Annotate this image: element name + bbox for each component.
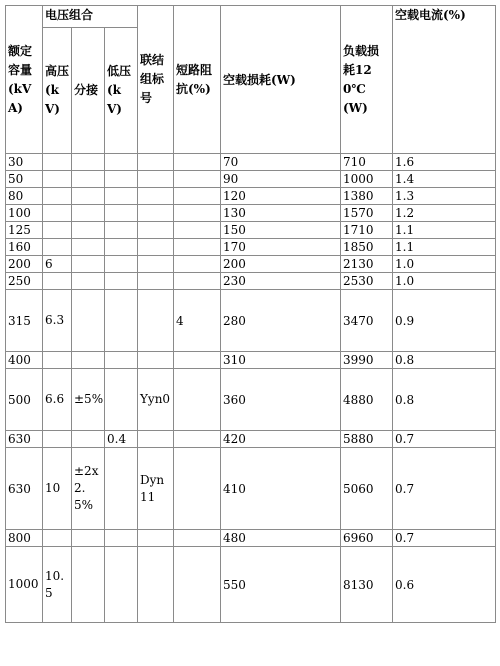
cell-tap <box>72 273 105 290</box>
cell-vector-group <box>138 171 174 188</box>
cell-vector-group <box>138 205 174 222</box>
cell-impedance <box>174 369 221 431</box>
cell-impedance <box>174 352 221 369</box>
table-row <box>6 154 496 171</box>
cell-capacity: 630 <box>6 431 43 448</box>
cell-low-voltage <box>105 256 138 273</box>
cell-vector-group: Dyn11 <box>138 448 174 530</box>
cell-vector-group <box>138 222 174 239</box>
table-row <box>6 188 496 205</box>
cell-tap <box>72 188 105 205</box>
cell-impedance <box>174 154 221 171</box>
cell-no-load-loss: 120 <box>221 188 341 205</box>
cell-low-voltage <box>105 547 138 623</box>
cell-impedance <box>174 171 221 188</box>
cell-low-voltage <box>105 352 138 369</box>
cell-low-voltage <box>105 188 138 205</box>
cell-impedance <box>174 273 221 290</box>
table-row <box>6 205 496 222</box>
cell-load-loss: 1000 <box>341 171 393 188</box>
cell-high-voltage: 10 <box>43 448 72 530</box>
cell-low-voltage <box>105 171 138 188</box>
table-row <box>6 530 496 547</box>
cell-load-loss: 5060 <box>341 448 393 530</box>
cell-impedance <box>174 205 221 222</box>
table-row <box>6 222 496 239</box>
table-row <box>6 352 496 369</box>
cell-impedance <box>174 256 221 273</box>
cell-capacity: 160 <box>6 239 43 256</box>
cell-capacity: 500 <box>6 369 43 431</box>
cell-vector-group <box>138 256 174 273</box>
cell-tap <box>72 239 105 256</box>
cell-load-loss: 1850 <box>341 239 393 256</box>
cell-tap <box>72 547 105 623</box>
cell-capacity: 125 <box>6 222 43 239</box>
cell-high-voltage <box>43 431 72 448</box>
cell-no-load-current: 1.4 <box>393 171 496 188</box>
header-vector-group: 联结组标号 <box>138 6 174 154</box>
cell-tap <box>72 290 105 352</box>
cell-no-load-loss: 70 <box>221 154 341 171</box>
cell-impedance <box>174 188 221 205</box>
header-high-voltage: 高压(kV) <box>43 28 72 154</box>
cell-high-voltage <box>43 205 72 222</box>
cell-no-load-current: 0.8 <box>393 352 496 369</box>
cell-capacity: 200 <box>6 256 43 273</box>
cell-capacity: 630 <box>6 448 43 530</box>
cell-low-voltage <box>105 273 138 290</box>
cell-load-loss: 3990 <box>341 352 393 369</box>
header-short-circuit-impedance: 短路阻抗(%) <box>174 6 221 154</box>
table-row <box>6 431 496 448</box>
table-row <box>6 273 496 290</box>
cell-low-voltage <box>105 369 138 431</box>
cell-vector-group <box>138 154 174 171</box>
cell-vector-group <box>138 239 174 256</box>
table-row <box>6 171 496 188</box>
cell-low-voltage <box>105 205 138 222</box>
header-no-load-current: 空载电流(%) <box>393 6 496 154</box>
cell-load-loss: 4880 <box>341 369 393 431</box>
cell-tap: ±2x2.5% <box>72 448 105 530</box>
cell-high-voltage <box>43 530 72 547</box>
table-row <box>6 448 496 530</box>
cell-impedance <box>174 530 221 547</box>
cell-high-voltage: 6 <box>43 256 72 273</box>
header-low-voltage: 低压(kV) <box>105 28 138 154</box>
cell-low-voltage <box>105 530 138 547</box>
transformer-spec-table <box>5 5 496 623</box>
cell-load-loss: 8130 <box>341 547 393 623</box>
cell-impedance <box>174 431 221 448</box>
table-row <box>6 256 496 273</box>
cell-no-load-loss: 90 <box>221 171 341 188</box>
cell-high-voltage: 6.6 <box>43 369 72 431</box>
cell-no-load-current: 1.1 <box>393 239 496 256</box>
cell-capacity: 1000 <box>6 547 43 623</box>
cell-high-voltage <box>43 273 72 290</box>
cell-vector-group <box>138 530 174 547</box>
cell-vector-group <box>138 547 174 623</box>
table-row <box>6 290 496 352</box>
cell-no-load-loss: 130 <box>221 205 341 222</box>
cell-vector-group <box>138 431 174 448</box>
cell-impedance <box>174 239 221 256</box>
cell-capacity: 30 <box>6 154 43 171</box>
cell-impedance <box>174 547 221 623</box>
table-row <box>6 239 496 256</box>
cell-impedance <box>174 448 221 530</box>
cell-load-loss: 3470 <box>341 290 393 352</box>
cell-load-loss: 2530 <box>341 273 393 290</box>
cell-impedance <box>174 222 221 239</box>
cell-no-load-current: 1.0 <box>393 273 496 290</box>
cell-load-loss: 1380 <box>341 188 393 205</box>
cell-high-voltage: 6.3 <box>43 290 72 352</box>
cell-low-voltage <box>105 239 138 256</box>
cell-load-loss: 6960 <box>341 530 393 547</box>
header-tap: 分接 <box>72 28 105 154</box>
cell-high-voltage <box>43 352 72 369</box>
cell-no-load-current: 0.6 <box>393 547 496 623</box>
cell-no-load-current: 1.1 <box>393 222 496 239</box>
cell-capacity: 400 <box>6 352 43 369</box>
cell-high-voltage <box>43 154 72 171</box>
cell-tap <box>72 256 105 273</box>
cell-low-voltage <box>105 448 138 530</box>
cell-no-load-loss: 170 <box>221 239 341 256</box>
header-no-load-loss: 空载损耗(W) <box>221 6 341 154</box>
cell-impedance: 4 <box>174 290 221 352</box>
cell-low-voltage: 0.4 <box>105 431 138 448</box>
header-load-loss: 负载损耗120℃(W) <box>341 6 393 154</box>
cell-vector-group <box>138 290 174 352</box>
header-rated-capacity: 额定容量(kVA) <box>6 6 43 154</box>
cell-vector-group: Yyn0 <box>138 369 174 431</box>
cell-tap: ±5% <box>72 369 105 431</box>
cell-no-load-loss: 200 <box>221 256 341 273</box>
cell-low-voltage <box>105 290 138 352</box>
table-row <box>6 369 496 431</box>
cell-tap <box>72 530 105 547</box>
cell-capacity: 100 <box>6 205 43 222</box>
cell-no-load-current: 0.7 <box>393 448 496 530</box>
cell-vector-group <box>138 273 174 290</box>
cell-no-load-loss: 550 <box>221 547 341 623</box>
cell-no-load-loss: 480 <box>221 530 341 547</box>
cell-capacity: 250 <box>6 273 43 290</box>
cell-high-voltage: 10.5 <box>43 547 72 623</box>
cell-no-load-current: 0.9 <box>393 290 496 352</box>
cell-low-voltage <box>105 222 138 239</box>
cell-load-loss: 5880 <box>341 431 393 448</box>
cell-high-voltage <box>43 239 72 256</box>
cell-no-load-loss: 230 <box>221 273 341 290</box>
cell-capacity: 80 <box>6 188 43 205</box>
cell-load-loss: 1710 <box>341 222 393 239</box>
cell-no-load-loss: 310 <box>221 352 341 369</box>
cell-no-load-loss: 360 <box>221 369 341 431</box>
cell-no-load-current: 1.0 <box>393 256 496 273</box>
cell-high-voltage <box>43 188 72 205</box>
cell-no-load-current: 1.3 <box>393 188 496 205</box>
cell-high-voltage <box>43 171 72 188</box>
cell-tap <box>72 431 105 448</box>
cell-vector-group <box>138 188 174 205</box>
cell-tap <box>72 154 105 171</box>
header-voltage-combination: 电压组合 <box>43 6 138 28</box>
cell-no-load-current: 0.7 <box>393 431 496 448</box>
cell-capacity: 50 <box>6 171 43 188</box>
cell-no-load-loss: 410 <box>221 448 341 530</box>
cell-capacity: 315 <box>6 290 43 352</box>
cell-no-load-current: 0.8 <box>393 369 496 431</box>
cell-no-load-current: 0.7 <box>393 530 496 547</box>
cell-tap <box>72 222 105 239</box>
cell-low-voltage <box>105 154 138 171</box>
cell-tap <box>72 205 105 222</box>
cell-load-loss: 710 <box>341 154 393 171</box>
cell-no-load-loss: 420 <box>221 431 341 448</box>
cell-vector-group <box>138 352 174 369</box>
cell-load-loss: 1570 <box>341 205 393 222</box>
cell-no-load-current: 1.2 <box>393 205 496 222</box>
cell-no-load-current: 1.6 <box>393 154 496 171</box>
cell-tap <box>72 171 105 188</box>
cell-high-voltage <box>43 222 72 239</box>
cell-tap <box>72 352 105 369</box>
cell-no-load-loss: 150 <box>221 222 341 239</box>
cell-capacity: 800 <box>6 530 43 547</box>
table-row <box>6 547 496 623</box>
cell-load-loss: 2130 <box>341 256 393 273</box>
cell-no-load-loss: 280 <box>221 290 341 352</box>
